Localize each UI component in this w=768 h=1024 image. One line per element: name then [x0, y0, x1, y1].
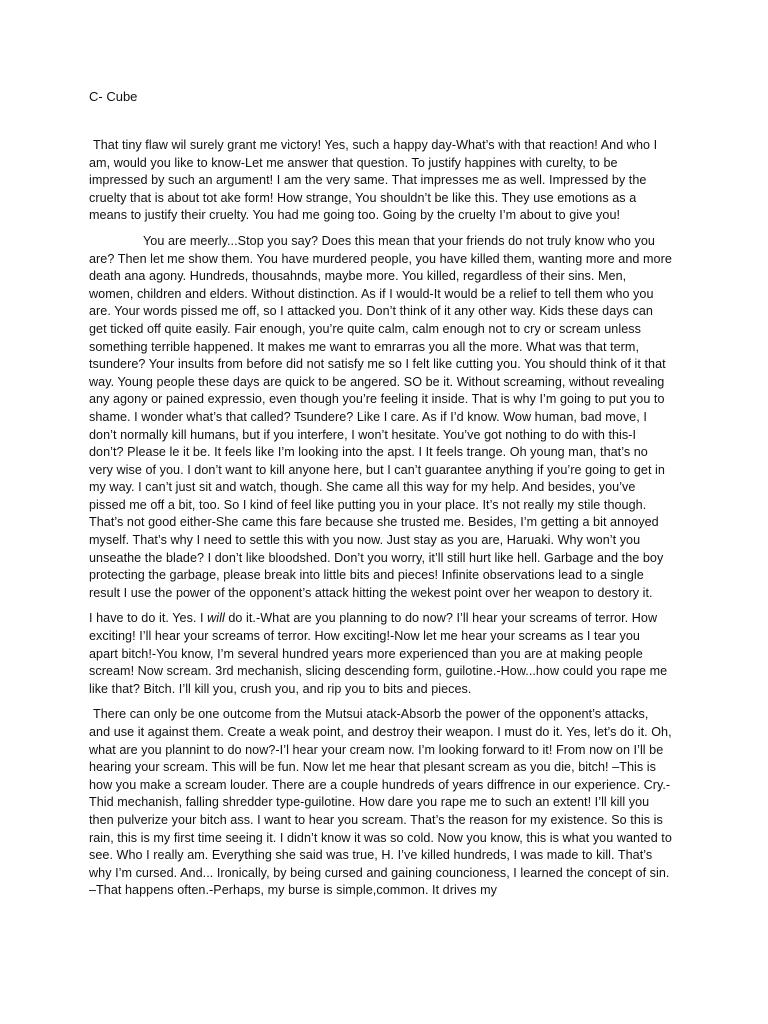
paragraph-2: You are meerly...Stop you say? Does this mean that your friends do not truly know who you are? Then let me show them. You have murdered people, you have killed them, wanting more and more death ana agony. Hundreds, thousahnds, maybe more. You killed, regardless of their sins. Men, women, children and elders. Without distinction. As if I would-It would be a relief to tell them who you are. Your words pissed me off, so I attacked you. Don’t think of it any other way. Kids these days can get ticked off quite easily. Fair enough, you’re quite calm, calm enough not to cry or scream unless something terrible happened. It makes me want to emrarras you all the more. What was that term, tsundere? Your insults from before did not satisfy me so I felt like cutting you. You should think of it that way. Young people these days are quick to be angered. SO be it. Without screaming, without revealing any agony or pained expressio, even though you’re feeling it inside. That is why I’m going to put you to shame. I wonder what’s that called? Tsundere? Like I care. As if I’d know. Wow human, bad move, I don’t normally kill humans, but if you interfere, I won’t hesitate. You’ve got nothing to do with this-I don’t? Please le it be. It feels like I’m looking into the apst. I It feels trange. Oh young man, that’s no very wise of you. I don’t want to kill anyone here, but I can’t guarantee anything if you’re going to get in my way. I can’t just sit and watch, though. She came all this way for my help. And besides, you’ve pissed me off a bit, too. So I kind of feel like putting you in your place. It’s not really my stile though. That’s not good either-She came this fare because she trusted me. Besides, I’m getting a bit annoyed myself. That’s why I need to settle this with you now. Just stay as you are, Haruaki. Why won’t you unseathe the blade? I don’t like bloodshed. Don’t you worry, it’ll still hurt like hell. Garbage and the boy protecting the garbage, please break into little bits and pieces! Infinite observations lead to a single result I use the power of the opponent’s attack hitting the wekest point over her weapon to destory it. [89, 233, 672, 600]
paragraph-3-emphasis: will [207, 611, 225, 626]
paragraph-4: There can only be one outcome from the Mutsui atack-Absorb the power of the opponent’s attacks, and use it against them. Create a weak point, and destroy their weapon. I must do it. Yes, let’s do it. Oh, what are you plannint to do now?-I’l hear your cream now. I’m looking forward to it! From now on I’ll be hearing your scream. This will be fun. Now let me hear that plesant scream as you die, bitch! –This is how you make a scream louder. There are a couple hundreds of years diffrence in our experience. Cry.-Thid mechanish, falling shredder type-guilotine. How dare you rape me to such an extent! I’ll kill you then pulverize your bitch ass. I want to hear you scream. That’s the reason for my existence. So this is rain, this is my first time seeing it. I didn’t know it was so cold. Now you know, this is what you wanted to see. Who I really am. Everything she said was true, H. I’ve killed hundreds, I was made to kill. That’s why I’m cursed. And... Ironically, by being cursed and gaining councioness, I learned the concept of sin. –That happens often.-Perhaps, my burse is simple,common. It drives my [89, 707, 672, 898]
paragraph-3-start: I have to do it. Yes. I [89, 611, 208, 626]
paragraph-3-rest: do it.-What are you planning to do now? I’ll hear your screams of terror. How exciting! I’ll hear your screams of terror. How exciting!-Now let me hear your screams as I tear you apart bitch!-You know, I’m several hundred years more experienced than you are at making people scream! Now scream. 3rd mechanish, slicing descending form, guilotine.-How...how could you rape me like that? Bitch. I’ll kill you, crush you, and rip you to bits and pieces. [89, 611, 668, 696]
paragraph-3 [89, 610, 672, 698]
document-title: C- Cube [89, 89, 138, 104]
paragraph-1: That tiny flaw wil surely grant me victory! Yes, such a happy day-What’s with that reaction! And who I am, would you like to know-Let me answer that question. To justify happines with curelty, to be impressed by such an argument! I am the very same. That impresses me as well. Impressed by the cruelty that is about tot ake form! How strange, You shouldn’t be like this. They use emotions as a means to justify their cruelty. You had me going too. Going by the cruelty I’m about to give you! [89, 138, 658, 223]
